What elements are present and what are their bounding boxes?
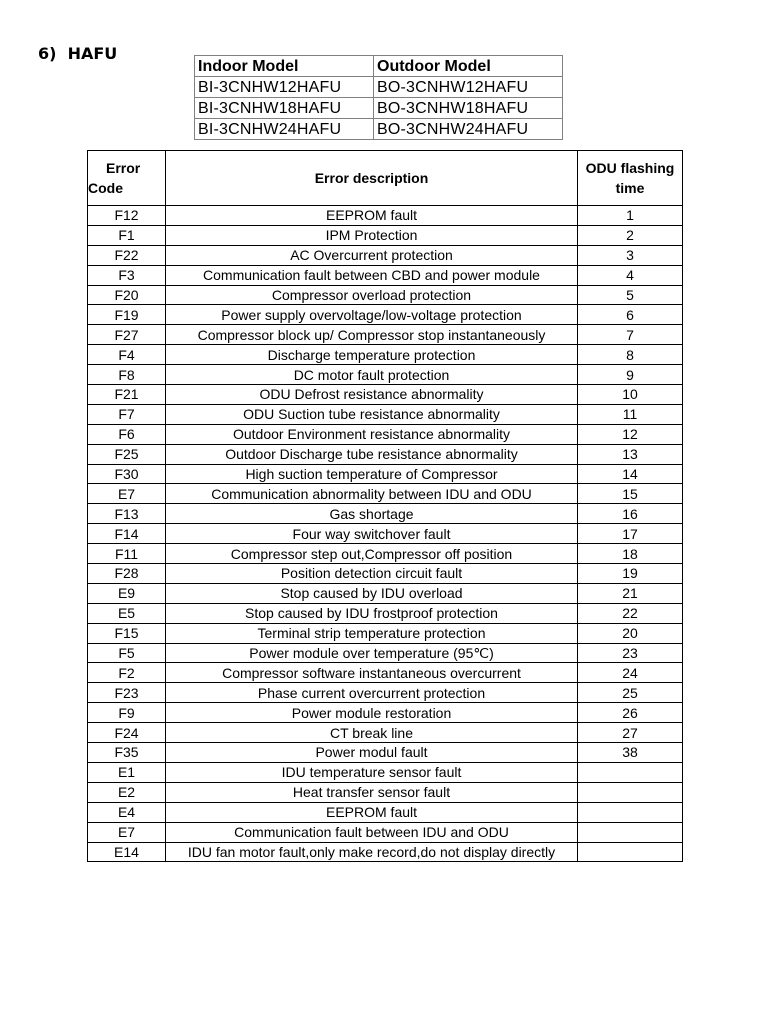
odu-flashing-time-cell: 38 [578,743,683,763]
indoor-model-cell: BI-3CNHW24HAFU [195,119,374,140]
model-row [195,119,563,140]
error-description-cell: EEPROM fault [166,802,578,822]
error-table-header-row [88,151,683,206]
odu-flashing-time-cell: 10 [578,385,683,405]
error-code-cell: E5 [88,603,166,623]
odu-flashing-time-cell: 9 [578,365,683,385]
odu-flashing-time-cell: 15 [578,484,683,504]
error-description-cell: Phase current overcurrent protection [166,683,578,703]
error-table-row [88,385,683,405]
model-row [195,98,563,119]
model-row [195,77,563,98]
error-description-cell: IDU temperature sensor fault [166,762,578,782]
error-code-header-line1: Error [106,160,141,176]
odu-flashing-time-cell: 12 [578,424,683,444]
error-code-cell: F30 [88,464,166,484]
error-table-row [88,762,683,782]
error-description-cell: Gas shortage [166,504,578,524]
error-description-cell: ODU Suction tube resistance abnormality [166,404,578,424]
error-code-cell: F6 [88,424,166,444]
error-code-cell: F11 [88,544,166,564]
error-code-cell: E1 [88,762,166,782]
error-description-cell: Power module over temperature (95℃) [166,643,578,663]
error-description-cell: High suction temperature of Compressor [166,464,578,484]
error-table-row [88,424,683,444]
model-table [194,55,563,140]
outdoor-model-cell: BO-3CNHW18HAFU [374,98,563,119]
error-description-cell: Terminal strip temperature protection [166,623,578,643]
error-description-cell: Stop caused by IDU frostproof protection [166,603,578,623]
error-description-cell: Communication fault between IDU and ODU [166,822,578,842]
error-description-cell: Position detection circuit fault [166,564,578,584]
error-table-row [88,504,683,524]
error-code-cell: F23 [88,683,166,703]
error-code-cell: E2 [88,782,166,802]
error-table-row [88,245,683,265]
error-table-row [88,404,683,424]
odu-flashing-time-cell: 26 [578,703,683,723]
error-description-cell: Power modul fault [166,743,578,763]
odu-flashing-time-cell: 22 [578,603,683,623]
error-code-cell: F35 [88,743,166,763]
error-code-cell: F9 [88,703,166,723]
error-description-cell: Stop caused by IDU overload [166,583,578,603]
error-code-cell: F1 [88,225,166,245]
error-table-row [88,325,683,345]
odu-flashing-time-cell: 6 [578,305,683,325]
error-code-cell: F22 [88,245,166,265]
odu-flashing-time-cell: 23 [578,643,683,663]
error-table-row [88,524,683,544]
odu-flashing-time-cell: 27 [578,723,683,743]
error-table-row [88,842,683,862]
odu-flashing-time-cell: 18 [578,544,683,564]
model-table-header-row [195,56,563,77]
error-code-cell: F4 [88,345,166,365]
error-table-row [88,683,683,703]
odu-flashing-time-header [578,151,683,206]
error-code-cell: F27 [88,325,166,345]
odu-flashing-time-cell [578,802,683,822]
error-table-row [88,225,683,245]
error-code-cell: E7 [88,822,166,842]
odu-flashing-time-cell [578,842,683,862]
error-table-row [88,603,683,623]
odu-flashing-time-cell [578,762,683,782]
odu-flashing-time-header-line2: time [615,180,645,196]
error-table-row [88,265,683,285]
error-table-row [88,564,683,584]
error-code-cell: F25 [88,444,166,464]
error-table-row [88,822,683,842]
error-table-row [88,365,683,385]
error-description-cell: IPM Protection [166,225,578,245]
error-description-header: Error description [166,151,578,206]
error-table-row [88,464,683,484]
error-code-cell: F13 [88,504,166,524]
odu-flashing-time-cell: 19 [578,564,683,584]
error-table-row [88,802,683,822]
odu-flashing-time-cell: 11 [578,404,683,424]
odu-flashing-time-cell: 24 [578,663,683,683]
odu-flashing-time-cell [578,782,683,802]
error-code-cell: E9 [88,583,166,603]
error-table-row [88,643,683,663]
error-description-cell: Communication fault between CBD and power module [166,265,578,285]
error-description-cell: Power supply overvoltage/low-voltage protection [166,305,578,325]
error-description-cell: Outdoor Discharge tube resistance abnormality [166,444,578,464]
error-table-row [88,743,683,763]
error-code-cell: E4 [88,802,166,822]
error-table-row [88,345,683,365]
error-code-header-line2: Code [88,180,123,196]
error-description-cell: AC Overcurrent protection [166,245,578,265]
odu-flashing-time-cell: 20 [578,623,683,643]
error-code-cell: F15 [88,623,166,643]
error-code-cell: F2 [88,663,166,683]
error-code-cell: E14 [88,842,166,862]
error-description-cell: ODU Defrost resistance abnormality [166,385,578,405]
error-code-cell: F3 [88,265,166,285]
error-description-cell: EEPROM fault [166,206,578,226]
error-code-cell: F12 [88,206,166,226]
error-table-row [88,484,683,504]
error-description-cell: Power module restoration [166,703,578,723]
error-code-cell: F14 [88,524,166,544]
error-table-row [88,723,683,743]
error-description-cell: Compressor block up/ Compressor stop instantaneously [166,325,578,345]
error-table-row [88,444,683,464]
indoor-model-header: Indoor Model [195,56,374,77]
error-table-row [88,782,683,802]
error-description-cell: CT break line [166,723,578,743]
odu-flashing-time-cell: 5 [578,285,683,305]
outdoor-model-header: Outdoor Model [374,56,563,77]
indoor-model-cell: BI-3CNHW18HAFU [195,98,374,119]
error-table-row [88,623,683,643]
error-description-cell: Heat transfer sensor fault [166,782,578,802]
error-description-cell: Four way switchover fault [166,524,578,544]
outdoor-model-cell: BO-3CNHW12HAFU [374,77,563,98]
error-description-cell: Discharge temperature protection [166,345,578,365]
error-code-header [88,151,166,206]
error-table-row [88,583,683,603]
error-description-cell: Outdoor Environment resistance abnormality [166,424,578,444]
error-code-cell: F19 [88,305,166,325]
error-code-cell: F20 [88,285,166,305]
error-description-cell: IDU fan motor fault,only make record,do not display directly [166,842,578,862]
odu-flashing-time-cell: 25 [578,683,683,703]
error-code-cell: F28 [88,564,166,584]
odu-flashing-time-cell: 21 [578,583,683,603]
odu-flashing-time-cell: 7 [578,325,683,345]
error-description-cell: Compressor step out,Compressor off position [166,544,578,564]
odu-flashing-time-header-line1: ODU flashing [585,160,675,176]
odu-flashing-time-cell: 2 [578,225,683,245]
section-heading: 6) HAFU [38,44,118,63]
error-code-cell: F7 [88,404,166,424]
error-description-cell: Communication abnormality between IDU and ODU [166,484,578,504]
indoor-model-cell: BI-3CNHW12HAFU [195,77,374,98]
error-table-body [88,206,683,862]
error-table-row [88,285,683,305]
error-table-row [88,305,683,325]
error-description-cell: DC motor fault protection [166,365,578,385]
outdoor-model-cell: BO-3CNHW24HAFU [374,119,563,140]
odu-flashing-time-cell: 13 [578,444,683,464]
error-table-row [88,206,683,226]
error-table-row [88,663,683,683]
odu-flashing-time-cell: 1 [578,206,683,226]
error-table-row [88,703,683,723]
odu-flashing-time-cell [578,822,683,842]
odu-flashing-time-cell: 14 [578,464,683,484]
error-code-cell: F8 [88,365,166,385]
error-description-cell: Compressor overload protection [166,285,578,305]
error-table-row [88,544,683,564]
odu-flashing-time-cell: 17 [578,524,683,544]
odu-flashing-time-cell: 3 [578,245,683,265]
error-description-cell: Compressor software instantaneous overcurrent [166,663,578,683]
error-code-table [87,150,683,862]
error-code-cell: F21 [88,385,166,405]
error-code-cell: F5 [88,643,166,663]
odu-flashing-time-cell: 4 [578,265,683,285]
odu-flashing-time-cell: 8 [578,345,683,365]
error-code-cell: E7 [88,484,166,504]
odu-flashing-time-cell: 16 [578,504,683,524]
error-code-cell: F24 [88,723,166,743]
